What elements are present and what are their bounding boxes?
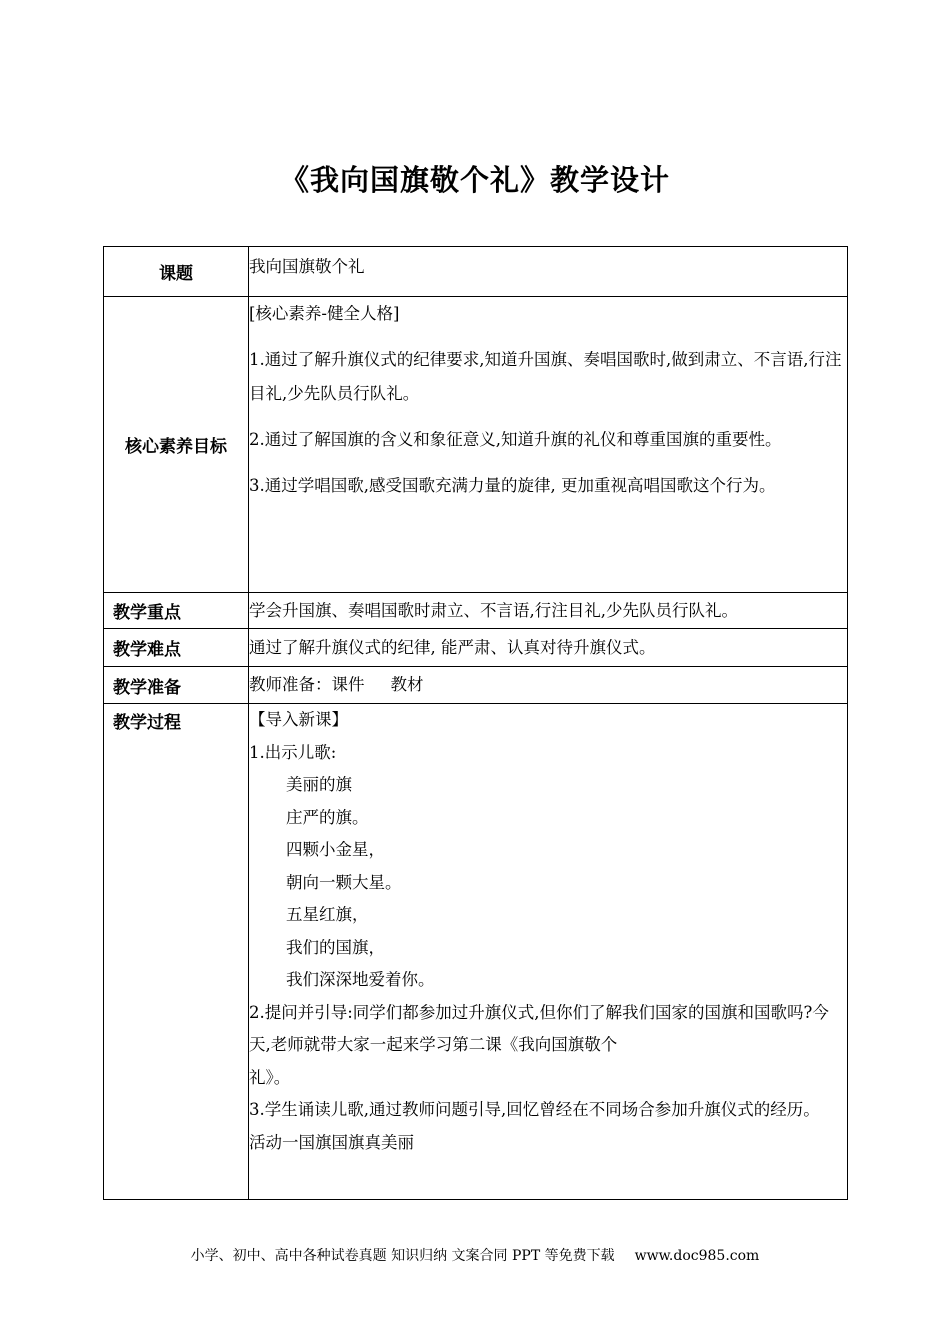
poem-line: 四颗小金星， (286, 840, 385, 859)
prep-value (249, 667, 848, 704)
row-goals (104, 297, 848, 593)
poem-line: 我们的国旗， (286, 937, 385, 957)
goals-heading: [核心素养-健全人格] (249, 304, 400, 323)
poem-line: 五星红旗， (286, 905, 369, 924)
footer-url[interactable]: www.doc985.com (634, 1248, 760, 1264)
goals-label: 核心素养目标 (104, 297, 249, 593)
topic-value: 我向国旗敬个礼 (249, 247, 848, 297)
process-step-2-end: 礼》。 (249, 1067, 291, 1087)
document-title: 《我向国旗敬个礼》教学设计 (279, 163, 670, 197)
poem-line: 朝向一颗大星。 (286, 872, 402, 892)
topic-label: 课题 (104, 247, 249, 297)
key-value: 学会升国旗、奏唱国歌时肃立、不言语,行注目礼,少先队员行队礼。 (249, 593, 848, 629)
process-activity: 活动一国旗国旗真美丽 (249, 1132, 414, 1152)
poem-line: 美丽的旗 (286, 775, 352, 794)
process-step-2: 2.提问并引导:同学们都参加过升旗仪式,但你们了解我们国家的国旗和国歌吗?今天,老师就带大家一起来学习第二课《我向国旗敬个 (249, 1002, 829, 1054)
lesson-plan-table (103, 246, 848, 1200)
row-difficulty (104, 629, 848, 667)
process-label: 教学过程 (104, 704, 249, 1200)
goal-item-3: 3.通过学唱国歌,感受国歌充满力量的旋律, 更加重视高唱国歌这个行为。 (249, 476, 776, 495)
row-key-points (104, 593, 848, 629)
row-process (104, 704, 848, 1200)
goal-item-2: 2.通过了解国旗的含义和象征意义,知道升旗的礼仪和尊重国旗的重要性。 (249, 430, 782, 449)
page-footer (0, 1245, 950, 1265)
footer-text: 小学、初中、高中各种试卷真题 知识归纳 文案合同 PPT 等免费下载 (190, 1248, 615, 1264)
difficulty-value: 通过了解升旗仪式的纪律, 能严肃、认真对待升旗仪式。 (249, 629, 848, 667)
goal-item-1: 1.通过了解升旗仪式的纪律要求,知道升国旗、奏唱国歌时,做到肃立、不言语,行注目礼,少先队员行队礼。 (249, 350, 842, 403)
process-step-1: 1.出示儿歌: (249, 742, 337, 762)
poem-line: 我们深深地爱着你。 (286, 970, 435, 989)
process-step-3: 3.学生诵读儿歌,通过教师问题引导,回忆曾经在不同场合参加升旗仪式的经历。 (249, 1100, 820, 1119)
key-label: 教学重点 (104, 593, 249, 629)
poem-line: 庄严的旗。 (286, 807, 369, 827)
prep-value-prefix: 教师准备：课件 (249, 675, 365, 694)
prep-label: 教学准备 (104, 667, 249, 704)
prep-value-suffix: 教材 (390, 675, 424, 694)
row-preparation (104, 667, 848, 704)
goals-content (249, 297, 848, 593)
row-topic (104, 247, 848, 297)
process-section-heading: 【导入新课】 (249, 710, 348, 729)
process-content (249, 704, 848, 1200)
difficulty-label: 教学难点 (104, 629, 249, 667)
